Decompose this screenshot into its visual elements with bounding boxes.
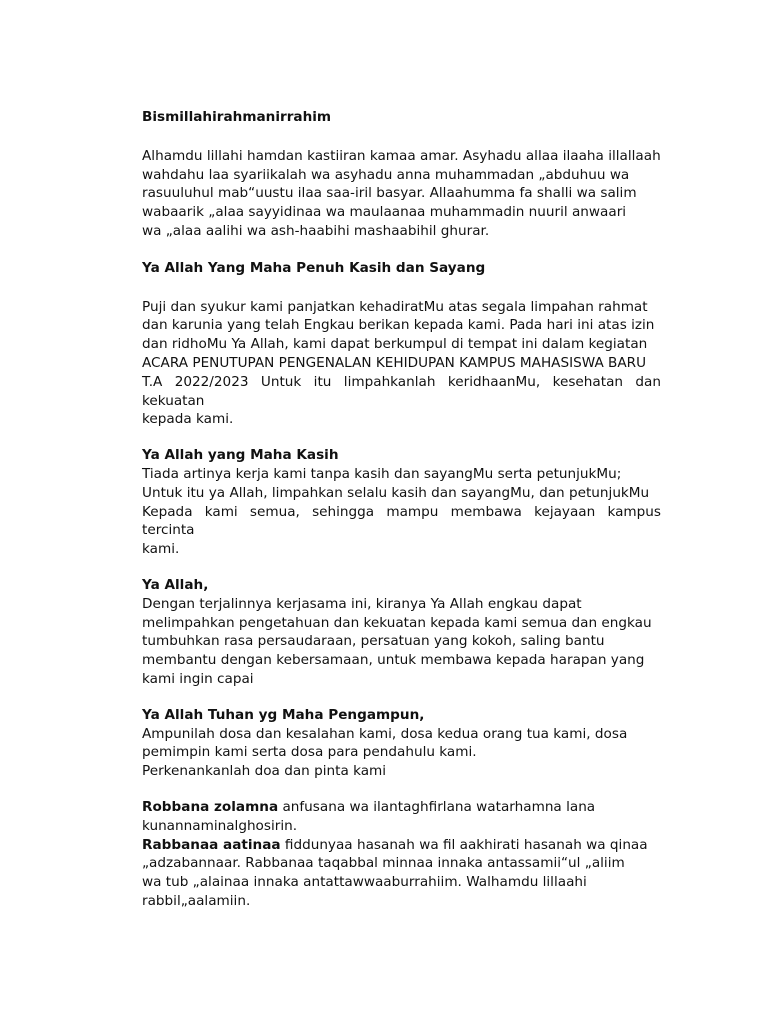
opening-paragraph <box>142 147 661 241</box>
paragraph-line: rabbil„aalamiin. <box>142 892 251 909</box>
prayer-opening-bold: Robbana zolamna <box>142 798 279 815</box>
paragraph-line: dan ridhoMu Ya Allah, kami dapat berkumpul di tempat ini dalam kegiatan <box>142 336 648 353</box>
paragraph-line: membantu dengan kebersamaan, untuk membawa kepada harapan yang <box>142 652 645 669</box>
paragraph-line: Untuk itu ya Allah, limpahkan selalu kasih dan sayangMu, dan petunjukMu <box>142 484 650 501</box>
section-2-paragraph <box>142 465 661 559</box>
paragraph-line: kepada kami. <box>142 411 234 428</box>
paragraph-line: tumbuhkan rasa persaudaraan, persatuan yang kokoh, saling bantu <box>142 633 605 650</box>
closing-prayer-2 <box>142 836 661 911</box>
paragraph-line: Kepada kami semua, sehingga mampu membawa kejayaan kampus tercinta <box>142 503 661 539</box>
paragraph-line: „adzabannaar. Rabbanaa taqabbal minnaa innaka antassamii“ul „aliim <box>142 855 625 872</box>
section-4-paragraph <box>142 725 661 781</box>
paragraph-line: T.A 2022/2023 Untuk itu limpahkanlah keridhaanMu, kesehatan dan kekuatan <box>142 373 661 409</box>
prayer-text: fiddunyaa hasanah wa fil aakhirati hasanah wa qinaa <box>280 836 648 853</box>
paragraph-line: wa tub „alainaa innaka antattawwaaburrahiim. Walhamdu lillaahi <box>142 874 587 891</box>
paragraph-line: melimpahkan pengetahuan dan kekuatan kepada kami semua dan engkau <box>142 614 652 631</box>
paragraph-line <box>142 798 661 817</box>
section-heading: Ya Allah Tuhan yg Maha Pengampun, <box>142 706 425 723</box>
paragraph-line: kami ingin capai <box>142 670 254 687</box>
paragraph-line: Perkenankanlah doa dan pinta kami <box>142 763 387 780</box>
paragraph-line: kunannaminalghosirin. <box>142 817 298 834</box>
paragraph-line: Tiada artinya kerja kami tanpa kasih dan sayangMu serta petunjukMu; <box>142 465 622 482</box>
paragraph-line: Dengan terjalinnya kerjasama ini, kiranya Ya Allah engkau dapat <box>142 595 582 612</box>
document-page <box>142 108 661 911</box>
prayer-opening-bold: Rabbanaa aatinaa <box>142 836 281 853</box>
section-3-paragraph <box>142 595 661 689</box>
paragraph-line: Ampunilah dosa dan kesalahan kami, dosa kedua orang tua kami, dosa <box>142 725 628 742</box>
closing-prayer-1 <box>142 798 661 836</box>
section-1-paragraph <box>142 298 661 430</box>
prayer-text: anfusana wa ilantaghfirlana watarhamna lana <box>278 798 596 815</box>
paragraph-line: kami. <box>142 541 180 558</box>
paragraph-line: wahdahu laa syariikalah wa asyhadu anna muhammadan „abduhuu wa <box>142 166 630 183</box>
paragraph-line: ACARA PENUTUPAN PENGENALAN KEHIDUPAN KAMPUS MAHASISWA BARU <box>142 354 647 371</box>
section-heading: Ya Allah Yang Maha Penuh Kasih dan Sayang <box>142 259 486 276</box>
paragraph-line: rasuuluhul mab“uustu ilaa saa-iril basyar. Allaahumma fa shalli wa salim <box>142 185 637 202</box>
paragraph-line: dan karunia yang telah Engkau berikan kepada kami. Pada hari ini atas izin <box>142 317 655 334</box>
section-heading: Ya Allah yang Maha Kasih <box>142 447 339 464</box>
section-heading: Ya Allah, <box>142 576 209 593</box>
paragraph-line: Alhamdu lillahi hamdan kastiiran kamaa amar. Asyhadu allaa ilaaha illallaah <box>142 147 661 164</box>
document-title: Bismillahirahmanirrahim <box>142 109 332 125</box>
paragraph-line: Puji dan syukur kami panjatkan kehadiratMu atas segala limpahan rahmat <box>142 298 648 315</box>
paragraph-line: wa „alaa aalihi wa ash-haabihi mashaabihil ghurar. <box>142 222 490 239</box>
paragraph-line <box>142 836 661 855</box>
paragraph-line: wabaarik „alaa sayyidinaa wa maulaanaa muhammadin nuuril anwaari <box>142 204 627 221</box>
paragraph-line: pemimpin kami serta dosa para pendahulu kami. <box>142 744 477 761</box>
